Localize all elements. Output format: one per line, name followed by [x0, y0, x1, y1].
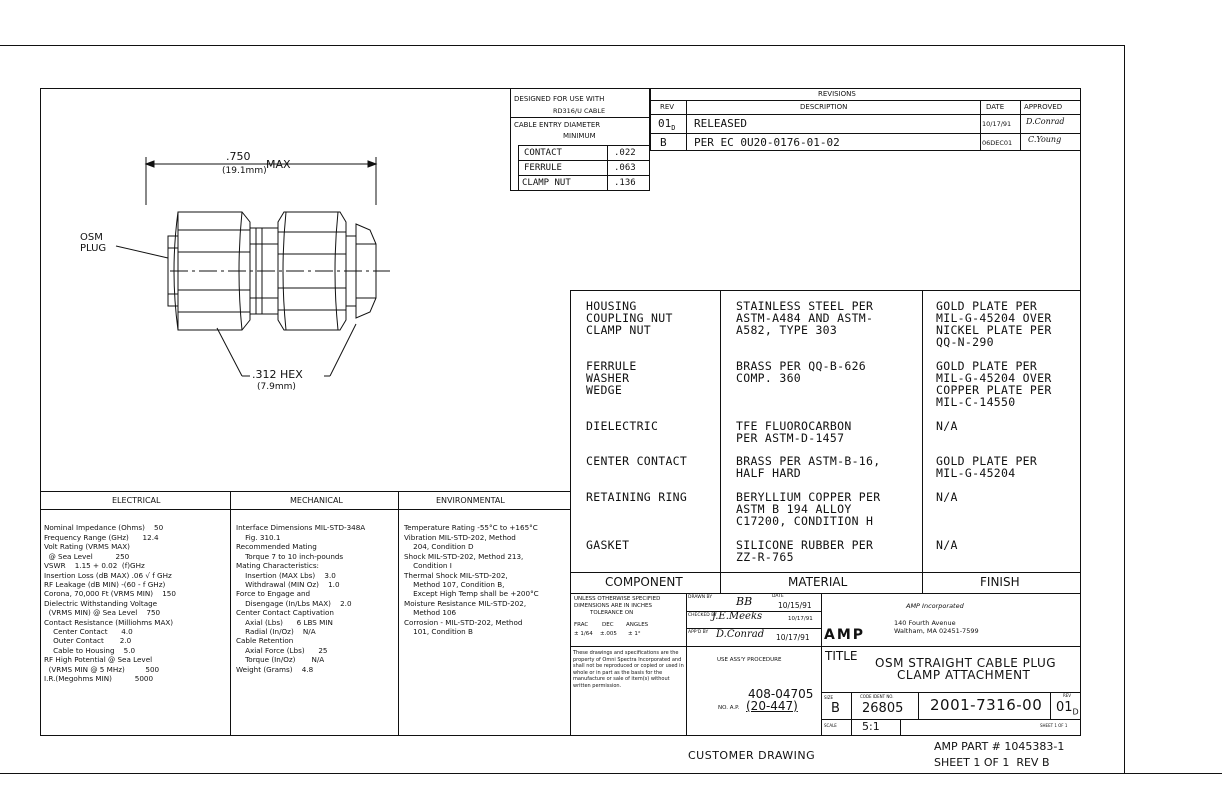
component-header: COMPONENT: [605, 575, 683, 589]
contact-label: CONTACT: [524, 148, 562, 158]
spec-line: Radial (In/Oz) N/A: [236, 627, 316, 637]
title-line2: CLAMP ATTACHMENT: [897, 668, 1031, 682]
material-row6-component: GASKET: [586, 538, 630, 552]
approved-by-label: APP'D BY: [688, 630, 709, 635]
spec-line: Nominal Impedance (Ohms) 50: [44, 523, 164, 533]
code-ident-value: 26805: [862, 701, 904, 716]
material-header: MATERIAL: [788, 575, 848, 589]
material-row2-material: BRASS PER QQ-B-626 COMP. 360: [736, 359, 867, 385]
spec-line: Torque 7 to 10 inch-pounds: [236, 551, 344, 561]
rev-row1-description: RELEASED: [694, 117, 747, 130]
spec-line: Method 107, Condition B,: [404, 579, 505, 589]
material-row4-component: CENTER CONTACT: [586, 454, 688, 468]
spec-line: Corrosion - MIL-STD-202, Method: [404, 617, 523, 627]
tol-frac: FRAC: [574, 622, 589, 628]
spec-line: Frequency Range (GHz) 12.4: [44, 532, 159, 542]
clamp-nut-value: .136: [614, 178, 636, 188]
company-name: AMP Incorporated: [906, 602, 964, 610]
tol-dec-val: ±.005: [600, 631, 617, 637]
page-bottom-rule: [0, 773, 1222, 774]
environmental-list: [404, 514, 568, 646]
size-label: SIZE: [824, 695, 833, 700]
use-assy-label: USE ASS'Y PROCEDURE: [717, 657, 782, 663]
spec-line: Contact Resistance (Milliohms MAX): [44, 617, 174, 627]
drawn-date: 10/15/91: [778, 601, 812, 610]
material-row2-component: FERRULE WASHER WEDGE: [586, 359, 637, 397]
dim-max-label: MAX: [266, 158, 291, 171]
checked-date: 10/17/91: [788, 616, 813, 622]
spec-line: Condition I: [404, 561, 452, 571]
material-row3-component: DIELECTRIC: [586, 419, 659, 433]
spec-line: Mating Characteristics:: [236, 561, 319, 571]
material-row6-finish: N/A: [936, 538, 958, 552]
rev-row1-approved: D.Conrad: [1026, 117, 1065, 126]
company-address-2: Waltham, MA 02451-7599: [894, 627, 979, 635]
spec-line: Fig. 310.1: [236, 532, 281, 542]
approved-date: 10/17/91: [776, 633, 810, 642]
spec-line: RF Leakage (dB MIN) -(60 - f GHz): [44, 579, 166, 589]
company-address-1: 140 Fourth Avenue: [894, 619, 956, 627]
checked-by-label: CHECKED BY: [688, 613, 717, 618]
code-ident-label: CODE IDENT NO.: [860, 694, 894, 699]
rev-row2-rev: B: [660, 136, 667, 149]
designed-for-line1: DESIGNED FOR USE WITH: [514, 95, 605, 103]
finish-header: FINISH: [980, 575, 1020, 589]
clamp-nut-label: CLAMP NUT: [522, 178, 571, 188]
material-row1-component: HOUSING COUPLING NUT CLAMP NUT: [586, 299, 673, 337]
material-row5-material: BERYLLIUM COPPER PER ASTM B 194 ALLOY C17200, CONDITION H: [736, 490, 881, 528]
company-logo: AMP: [824, 627, 866, 643]
designed-for-line2: RD316/U CABLE: [553, 107, 606, 115]
hex-mm: (7.9mm): [257, 382, 296, 392]
spec-line: Axial (Lbs) 6 LBS MIN: [236, 617, 333, 627]
sheet-rev-label: SHEET 1 OF 1 REV B: [934, 756, 1050, 769]
approved-by-signature: D.Conrad: [716, 629, 765, 640]
material-row1-material: STAINLESS STEEL PER ASTM-A484 AND ASTM- A582, TYPE 303: [736, 299, 874, 337]
spec-line: Method 106: [404, 608, 457, 618]
tol-dec: DEC: [602, 622, 614, 628]
scale-value: 5:1: [862, 720, 880, 733]
spec-line: Insertion Loss (dB MAX) .06 √ f GHz: [44, 570, 172, 580]
material-row3-finish: N/A: [936, 419, 958, 433]
title-line1: OSM STRAIGHT CABLE PLUG: [875, 656, 1057, 670]
rev-row1-rev: $01_D$: [658, 117, 676, 133]
spec-line: Outer Contact 2.0: [44, 636, 132, 646]
spec-line: Moisture Resistance MIL-STD-202,: [404, 598, 527, 608]
spec-line: (VRMS MIN @ 5 MHz) 500: [44, 664, 160, 674]
spec-line: Corona, 70,000 Ft (VRMS MIN) 150: [44, 589, 176, 599]
spec-line: @ Sea Level 250: [44, 551, 130, 561]
hex-label: .312 HEX: [252, 368, 303, 381]
cable-entry-line2: MINIMUM: [563, 132, 596, 140]
spec-line: 101, Condition B: [404, 627, 473, 637]
date-label: DATE: [772, 594, 784, 599]
scale-label: SCALE: [824, 723, 837, 728]
material-row5-finish: N/A: [936, 490, 958, 504]
spec-line: Disengage (In/Lbs MAX) 2.0: [236, 598, 352, 608]
contact-value: .022: [614, 148, 636, 158]
spec-line: Vibration MIL-STD-202, Method: [404, 532, 516, 542]
spec-line: Center Contact Captivation: [236, 608, 334, 618]
spec-line: (VRMS MIN) @ Sea Level 750: [44, 608, 161, 618]
material-row3-material: TFE FLUOROCARBON PER ASTM-D-1457: [736, 419, 852, 445]
spec-line: Force to Engage and: [236, 589, 311, 599]
property-notice: These drawings and specifications are the property of Omni Spectra Incorporated and shall not be reproduced or copied or used in whole or in part as the basis for the manufacture or sale of item(s) without written permission.: [573, 650, 684, 689]
spec-line: Withdrawal (MIN Oz) 1.0: [236, 579, 340, 589]
environmental-title: ENVIRONMENTAL: [436, 496, 505, 505]
rev-row2-approved: C.Young: [1028, 135, 1062, 144]
spec-line: Weight (Grams) 4.8: [236, 664, 314, 674]
approved-header: APPROVED: [1024, 103, 1063, 111]
assy-number: 408-04705: [748, 687, 814, 701]
revisions-title: REVISIONS: [818, 90, 856, 98]
tol-angles: ANGLES: [626, 622, 649, 628]
spec-line: Thermal Shock MIL-STD-202,: [404, 570, 508, 580]
spec-line: Torque (In/Oz) N/A: [236, 655, 325, 665]
rev-row1-date: 10/17/91: [982, 120, 1012, 128]
page-right-rule: [1124, 45, 1125, 773]
spec-line: RF High Potential @ Sea Level: [44, 655, 153, 665]
rev-row2-date: 06DEC01: [982, 139, 1013, 147]
spec-line: Recommended Mating: [236, 542, 317, 552]
drawn-by-signature: BB: [736, 595, 753, 608]
size-value: B: [831, 701, 840, 716]
rev-value: $01_D$: [1056, 700, 1079, 717]
material-row2-finish: GOLD PLATE PER MIL-G-45204 OVER COPPER PLATE PER MIL-C-14550: [936, 359, 1052, 409]
spec-line: Dielectric Withstanding Voltage: [44, 598, 158, 608]
material-row4-finish: GOLD PLATE PER MIL-G-45204: [936, 454, 1038, 480]
mechanical-list: [236, 514, 396, 684]
spec-line: Insertion (MAX Lbs) 3.0: [236, 570, 336, 580]
date-header: DATE: [986, 103, 1005, 111]
spec-line: Center Contact 4.0: [44, 627, 133, 637]
spec-line: Interface Dimensions MIL-STD-348A: [236, 523, 366, 533]
ferrule-label: FERRULE: [524, 163, 562, 173]
drawing-number: 2001-7316-00: [930, 696, 1043, 714]
customer-drawing-label: CUSTOMER DRAWING: [688, 749, 816, 762]
amp-part-number: AMP PART # 1045383-1: [934, 740, 1065, 753]
cable-entry-line1: CABLE ENTRY DIAMETER: [514, 121, 601, 129]
sheet-label: SHEET 1 OF 1: [1040, 723, 1068, 728]
title-label: TITLE: [825, 649, 858, 663]
electrical-title: ELECTRICAL: [112, 496, 161, 505]
ap-number: (20-447): [746, 699, 798, 713]
material-row6-material: SILICONE RUBBER PER ZZ-R-765: [736, 538, 874, 564]
dim-max-value: .750: [226, 150, 251, 163]
material-row1-finish: GOLD PLATE PER MIL-G-45204 OVER NICKEL PLATE PER QQ-N-290: [936, 299, 1052, 349]
description-header: DESCRIPTION: [800, 103, 848, 111]
spec-line: Volt Rating (VRMS MAX): [44, 542, 130, 552]
ferrule-value: .063: [614, 163, 636, 173]
spec-line: Axial Force (Lbs) 25: [236, 645, 328, 655]
rev-label: REV: [1063, 693, 1072, 698]
electrical-list: [44, 514, 228, 693]
tol-line3: TOLERANCE ON: [590, 610, 634, 616]
spec-line: VSWR 1.15 + 0.02 (f)GHz: [44, 561, 145, 571]
dim-max-mm: (19.1mm): [222, 166, 267, 176]
material-row5-component: RETAINING RING: [586, 490, 688, 504]
mechanical-title: MECHANICAL: [290, 496, 343, 505]
tol-frac-val: ± 1/64: [574, 631, 593, 637]
spec-line: Except High Temp shall be +200°C: [404, 589, 539, 599]
checked-by-signature: J.E.Meeks: [712, 611, 763, 622]
spec-line: Cable Retention: [236, 636, 294, 646]
tol-line2: DIMENSIONS ARE IN INCHES: [574, 603, 652, 609]
rev-header: REV: [660, 103, 675, 111]
spec-line: Cable to Housing 5.0: [44, 645, 136, 655]
page-top-rule: [0, 45, 1125, 46]
spec-line: 204, Condition D: [404, 542, 474, 552]
tol-line1: UNLESS OTHERWISE SPECIFIED: [574, 596, 661, 602]
material-row4-material: BRASS PER ASTM-B-16, HALF HARD: [736, 454, 881, 480]
ap-no-label: NO. A.P.: [718, 705, 740, 711]
spec-line: I.R.(Megohms MIN) 5000: [44, 674, 154, 684]
drawn-by-label: DRAWN BY: [688, 595, 713, 600]
osm-label: OSM: [80, 232, 103, 243]
spec-line: Temperature Rating -55°C to +165°C: [404, 523, 538, 533]
plug-label: PLUG: [80, 243, 107, 254]
spec-line: Shock MIL-STD-202, Method 213,: [404, 551, 524, 561]
tol-ang-val: ± 1°: [628, 631, 641, 637]
rev-row2-description: PER EC 0U20-0176-01-02: [694, 136, 840, 149]
